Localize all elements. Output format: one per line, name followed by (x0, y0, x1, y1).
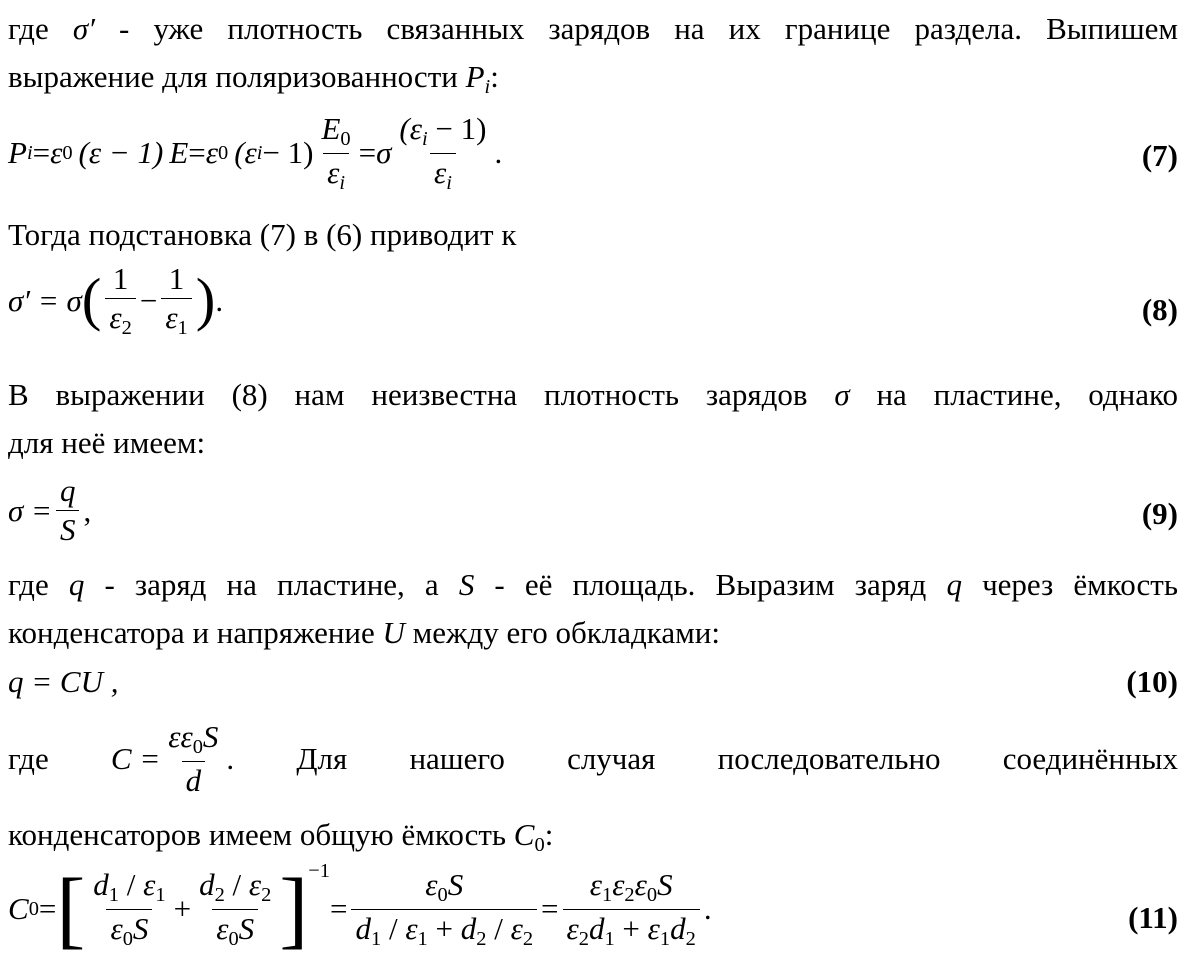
fraction-final (563, 868, 700, 950)
math-epsilon: ε (165, 300, 178, 336)
math-period: . (494, 135, 503, 171)
math-d: d (93, 867, 109, 903)
math-q: q (68, 567, 85, 602)
math-period: . (226, 741, 235, 777)
math-subscript: i (339, 171, 346, 194)
text-segment: : (544, 817, 554, 852)
equation-number-7: (7) (1141, 138, 1178, 173)
math-slash: / (224, 867, 249, 903)
math-period: . (215, 282, 224, 318)
math-term: (ε (399, 111, 422, 146)
fraction-eps-i-minus-one-over-eps-i (395, 112, 490, 194)
math-C: C (513, 817, 535, 852)
math-exponent: −1 (308, 860, 330, 882)
math-subscript: 0 (340, 128, 351, 151)
math-subscript: 0 (228, 928, 239, 951)
math-epsilon: ε (110, 910, 123, 946)
math-equals: = (188, 135, 206, 171)
text-segment: случая (567, 741, 656, 777)
math-sigma: σ (834, 377, 850, 412)
math-slash: / (381, 910, 406, 946)
math-subscript: 1 (155, 884, 166, 907)
math-epsilon: ε (405, 910, 418, 946)
equation-number-10: (10) (1126, 664, 1178, 699)
fraction-d2-eps2-over-eps0S (195, 868, 275, 950)
math-equals: = (358, 135, 377, 171)
fraction-C (164, 720, 222, 798)
math-sigma-prime: σ′ (72, 11, 95, 46)
math-minus: − (139, 282, 158, 318)
math-subscript: 0 (646, 884, 658, 907)
fraction-1-over-eps1 (161, 262, 191, 340)
equation-number-8: (8) (1141, 292, 1178, 327)
math-S: S (238, 910, 255, 946)
equation-9 (8, 474, 91, 547)
fraction-eps0S-over-sum (351, 868, 537, 950)
math-subscript: 0 (122, 928, 133, 951)
math-d: d (182, 761, 206, 798)
equation-8 (8, 262, 223, 340)
fraction-q-over-S (56, 474, 80, 547)
math-epsilon: ε (248, 867, 262, 903)
math-subscript: 1 (604, 928, 615, 951)
math-lhs: σ = (8, 492, 52, 528)
paragraph-line-8 (8, 720, 1178, 798)
math-equals: = (330, 891, 348, 927)
math-S: S (202, 719, 219, 754)
math-subscript: 0 (28, 897, 39, 920)
text-segment: где (8, 741, 49, 777)
math-term: (ε − 1) (78, 135, 164, 171)
text-segment: : (490, 59, 499, 94)
math-epsilon: ε (647, 910, 660, 946)
math-period: . (703, 891, 712, 927)
math-plus: + (614, 910, 648, 946)
text-segment: В выражении (8) нам неизвестна плотность зарядов (8, 377, 835, 412)
text-segment: между его обкладками: (404, 615, 720, 650)
math-right-bracket: ] (279, 861, 309, 957)
math-P: P (8, 135, 27, 171)
math-E: E (169, 135, 189, 171)
math-subscript: i (484, 76, 491, 99)
math-subscript: i (421, 128, 428, 151)
math-subscript: 2 (214, 884, 225, 907)
math-subscript: 0 (192, 736, 203, 759)
text-segment: последовательно (717, 741, 941, 777)
fraction-1-over-eps2 (105, 262, 135, 340)
text-segment: на пластине, однако (849, 377, 1178, 412)
math-subscript: i (256, 141, 263, 164)
math-S: S (132, 910, 149, 946)
math-slash: / (119, 867, 144, 903)
math-subscript: 2 (624, 884, 635, 907)
math-subscript: 0 (534, 834, 545, 857)
fraction-E0-over-eps-i (317, 112, 354, 194)
text-segment: конденсаторов имеем общую ёмкость (8, 817, 514, 852)
math-subscript: 1 (177, 317, 188, 340)
text-segment: Тогда подстановка (7) в (6) приводит к (8, 217, 517, 252)
math-equals: = (32, 135, 51, 171)
paragraph-line-4 (8, 376, 1178, 413)
math-plus: + (173, 891, 192, 927)
math-q: q (59, 473, 76, 508)
math-epsilon: ε (143, 867, 156, 903)
equation-number-11: (11) (1128, 900, 1178, 935)
fraction-d1-eps1-over-eps0S (89, 868, 169, 950)
math-equals: = (38, 891, 57, 927)
math-left-bracket: [ (56, 861, 86, 957)
text-segment: через ёмкость (961, 567, 1178, 602)
math-term: (ε (234, 135, 257, 171)
math-S: S (56, 510, 80, 547)
math-q: q (946, 567, 962, 602)
math-U: U (382, 615, 405, 650)
math-subscript: 0 (437, 884, 448, 907)
equation-7 (8, 112, 502, 194)
math-right-paren: ) (195, 267, 216, 333)
equation-number-9: (9) (1141, 496, 1178, 531)
math-epsilon: ε (425, 867, 438, 903)
math-lhs: σ′ = σ (8, 282, 82, 318)
math-d: d (355, 910, 371, 946)
math-subscript: 0 (62, 141, 73, 164)
paragraph-line-5 (8, 424, 1178, 461)
math-subscript: 1 (108, 884, 120, 907)
math-subscript: 2 (476, 928, 487, 951)
text-segment: выражение для поляризованности (8, 59, 466, 94)
text-segment: конденсатора и напряжение (8, 615, 383, 650)
math-lhs: C = (110, 741, 161, 777)
equation-10 (8, 664, 118, 700)
math-term: − 1) (262, 135, 314, 171)
math-subscript: 2 (121, 317, 132, 340)
math-subscript: 2 (578, 928, 589, 951)
text-segment: нашего (409, 741, 505, 777)
math-subscript: 1 (370, 928, 382, 951)
paragraph-line-9 (8, 816, 1178, 858)
equation-11 (8, 860, 712, 957)
math-expression: q = CU , (8, 664, 119, 699)
math-d: d (670, 910, 686, 946)
text-segment: для неё имеем: (8, 425, 206, 460)
text-segment: - её площадь. Выразим заряд (474, 567, 947, 602)
math-numerator: 1 (168, 261, 185, 296)
math-epsilon: ε (327, 154, 340, 190)
text-segment: где (8, 567, 69, 602)
math-subscript: 1 (417, 928, 428, 951)
math-subscript: i (446, 171, 452, 194)
math-subscript: 2 (522, 928, 534, 951)
math-subscript: 2 (685, 928, 696, 951)
text-segment: - уже плотность связанных зарядов на их границе раздела. Выпишем (94, 11, 1179, 46)
math-P: P (465, 59, 485, 94)
paragraph-line-3 (8, 216, 1178, 253)
math-epsilon: ε (216, 910, 229, 946)
math-plus: + (427, 910, 461, 946)
math-epsilon: ε (109, 300, 122, 336)
math-subscript: 2 (261, 884, 272, 907)
paragraph-line-1 (8, 10, 1178, 47)
math-epsilon: ε (510, 910, 523, 946)
math-S: S (458, 567, 475, 602)
text-segment: соединённых (1002, 741, 1178, 777)
math-epsilon: ε (50, 135, 63, 171)
math-sigma: σ (376, 135, 392, 171)
paragraph-line-6 (8, 566, 1178, 603)
math-epsilon: ε (205, 135, 218, 171)
math-subscript: i (26, 141, 33, 164)
math-d: d (199, 867, 215, 903)
math-eps-eps: εε (168, 719, 193, 754)
inline-formula-C (111, 720, 234, 798)
math-term: − 1) (427, 111, 487, 146)
math-E: E (321, 111, 341, 146)
math-numerator: 1 (112, 261, 129, 296)
math-epsilon: ε (634, 867, 647, 903)
math-left-paren: ( (81, 267, 102, 333)
text-segment: где (8, 11, 73, 46)
math-slash: / (486, 910, 511, 946)
math-S: S (657, 867, 673, 903)
math-subscript: 0 (217, 141, 229, 164)
text-segment: - заряд на пластине, а (84, 567, 459, 602)
math-C: C (8, 891, 29, 927)
math-epsilon: ε (433, 154, 447, 190)
math-epsilon: ε (589, 867, 602, 903)
text-segment: Для (296, 741, 348, 777)
math-equals: = (541, 891, 559, 927)
math-subscript: 1 (601, 884, 613, 907)
math-comma: , (83, 492, 92, 528)
paragraph-line-2 (8, 58, 1178, 100)
math-d: d (460, 910, 477, 946)
math-d: d (588, 910, 605, 946)
math-epsilon: ε (566, 910, 579, 946)
math-epsilon: ε (612, 867, 625, 903)
paragraph-line-7 (8, 614, 1178, 651)
math-S: S (447, 867, 464, 903)
math-subscript: 1 (659, 928, 671, 951)
